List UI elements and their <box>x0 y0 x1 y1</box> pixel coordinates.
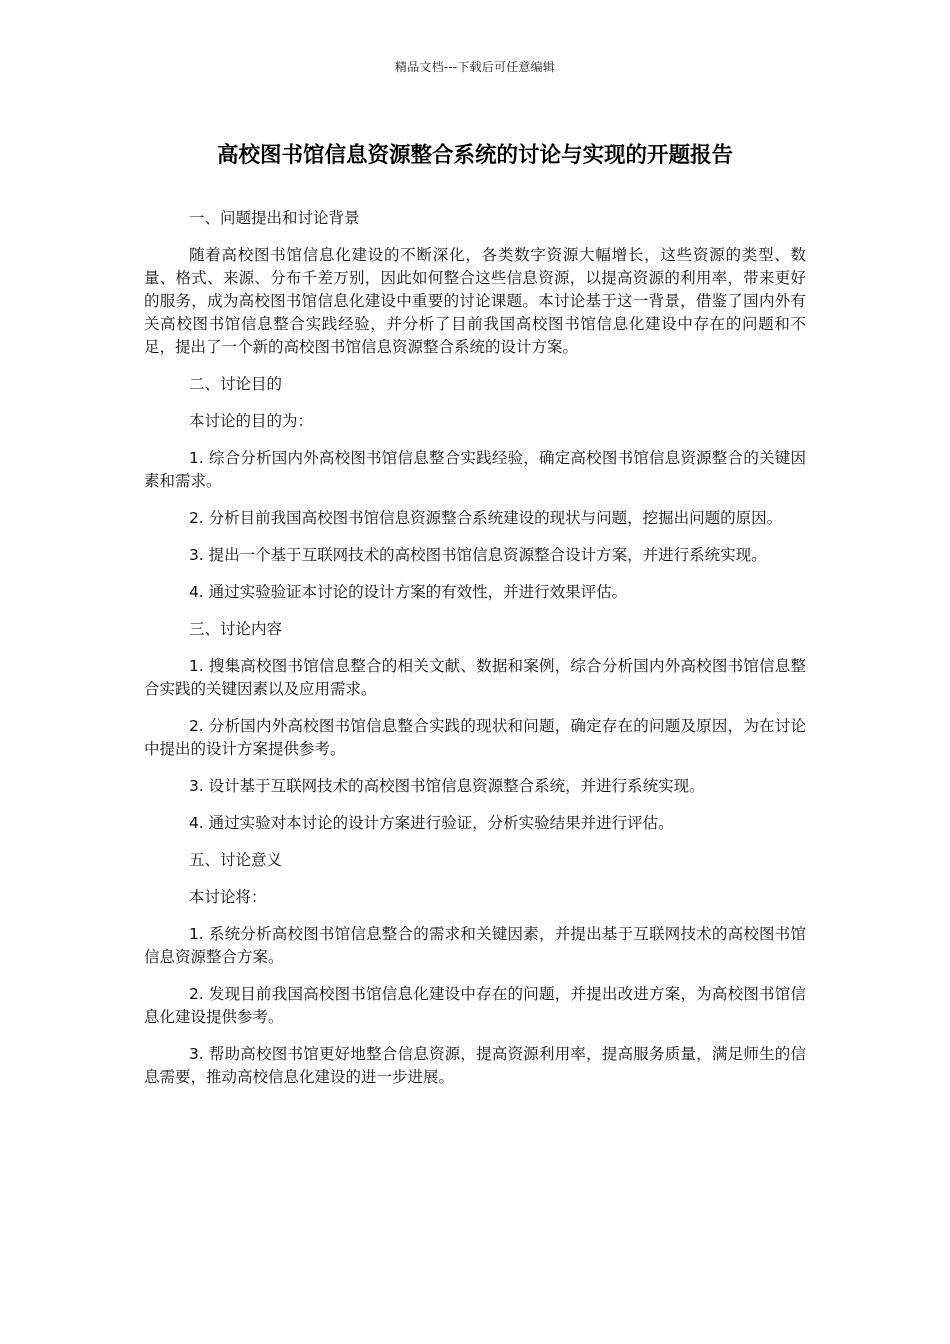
paragraph-background: 随着高校图书馆信息化建设的不断深化，各类数字资源大幅增长，这些资源的类型、数量、格式、来源、分布千差万别，因此如何整合这些信息资源，以提高资源的利用率，带来更好的服务，成为高校图书馆信息化建设中重要的讨论课题。本讨论基于这一背景，借鉴了国内外有关高校图书馆信息整合实践经验，并分析了目前我国高校图书馆信息化建设中存在的问题和不足，提出了一个新的高校图书馆信息资源整合系统的设计方案。 <box>144 246 806 356</box>
list-item-purpose-3: 3. 提出一个基于互联网技术的高校图书馆信息资源整合设计方案，并进行系统实现。 <box>188 546 767 564</box>
list-item-purpose-1: 1. 综合分析国内外高校图书馆信息整合实践经验，确定高校图书馆信息资源整合的关键因素和需求。 <box>144 449 806 490</box>
list-item-content-1: 1. 搜集高校图书馆信息整合的相关文献、数据和案例，综合分析国内外高校图书馆信息整合实践的关键因素以及应用需求。 <box>144 657 806 698</box>
list-item-content-2: 2. 分析国内外高校图书馆信息整合实践的现状和问题，确定存在的问题及原因，为在讨论中提出的设计方案提供参考。 <box>144 717 806 758</box>
paragraph-significance-intro: 本讨论将： <box>188 888 267 906</box>
list-item-purpose-4: 4. 通过实验验证本讨论的设计方案的有效性，并进行效果评估。 <box>188 583 628 601</box>
list-item-content-4: 4. 通过实验对本讨论的设计方案进行验证，分析实验结果并进行评估。 <box>188 814 674 832</box>
paragraph-purpose-intro: 本讨论的目的为： <box>188 412 313 430</box>
document-body <box>144 207 806 1103</box>
section-heading-background: 一、问题提出和讨论背景 <box>188 209 360 227</box>
document-title: 高校图书馆信息资源整合系统的讨论与实现的开题报告 <box>216 143 733 168</box>
header-note: 精品文档---下载后可任意编辑 <box>395 60 555 74</box>
list-item-significance-3: 3. 帮助高校图书馆更好地整合信息资源，提高资源利用率，提高服务质量，满足师生的信息需要，推动高校信息化建设的进一步进展。 <box>144 1045 806 1086</box>
section-heading-significance: 五、讨论意义 <box>188 851 282 869</box>
section-heading-content: 三、讨论内容 <box>188 620 282 638</box>
list-item-significance-2: 2. 发现目前我国高校图书馆信息化建设中存在的问题，并提出改进方案，为高校图书馆信息化建设提供参考。 <box>144 985 806 1026</box>
list-item-content-3: 3. 设计基于互联网技术的高校图书馆信息资源整合系统，并进行系统实现。 <box>188 777 705 795</box>
list-item-significance-1: 1. 系统分析高校图书馆信息整合的需求和关键因素，并提出基于互联网技术的高校图书馆信息资源整合方案。 <box>144 925 806 966</box>
section-heading-purpose: 二、讨论目的 <box>188 375 282 393</box>
list-item-purpose-2: 2. 分析目前我国高校图书馆信息资源整合系统建设的现状与问题，挖掘出问题的原因。 <box>188 509 783 527</box>
